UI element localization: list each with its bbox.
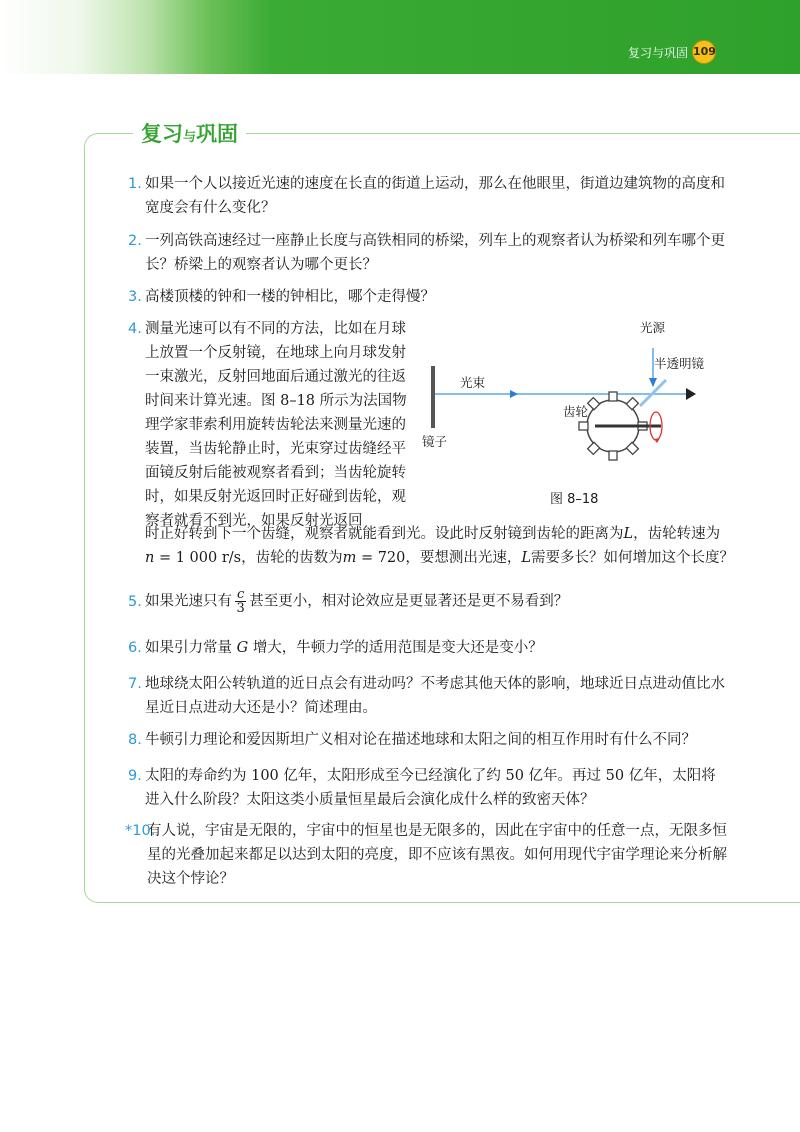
question-number: *10. [125, 823, 156, 839]
fraction: $\frac{c}{3}$ [236, 587, 245, 616]
gear [579, 392, 661, 460]
question-6: 6. 如果引力常量 G 增大，牛顿力学的适用范围是变大还是变小？ [128, 636, 728, 660]
question-text: 一列高铁高速经过一座静止长度与高铁相同的桥梁，列车上的观察者认为桥梁和列车哪个更长？桥梁上的观察者认为哪个更长？ [145, 233, 725, 273]
page-number-badge: 109 [692, 40, 716, 64]
question-number: 3. [128, 289, 142, 305]
source-arrow-icon [649, 378, 657, 387]
question-9 [128, 764, 728, 812]
question-text: 如果一个人以接近光速的速度在长直的街道上运动，那么在他眼里，街道边建筑物的高度和宽度会有什么变化？ [145, 176, 725, 216]
label-beam: 光束 [460, 375, 486, 390]
question-number: 9. [128, 768, 142, 784]
question-1 [128, 172, 728, 220]
question-4 [128, 317, 418, 533]
question-number: 1. [128, 176, 142, 192]
question-text: 测量光速可以有不同的方法，比如在月球上放置一个反射镜，在地球上向月球发射一束激光，反射回地面后通过激光的往返时间来计算光速。图 8–18 所示为法国物理学家菲索利用旋转齿轮法来测量光速的装置，当齿轮静止时，光束穿过齿缝经平面镜反射后能被观察者看到；当齿轮旋转时，如果反射光返回时正好碰到齿轮，观察者就看不到光，如果反射光返回 [145, 321, 407, 529]
question-3 [128, 285, 728, 309]
question-5: 5. 如果光速只有 $\frac{c}{3}$ 甚至更小，相对论效应是更显著还是更不易看到？ [128, 587, 569, 616]
question-7 [128, 672, 728, 720]
label-mirror: 镜子 [422, 434, 448, 449]
question-text: 有人说，宇宙是无限的，宇宙中的恒星也是无限多的，因此在宇宙中的任意一点，无限多恒星的光叠加起来都足以达到太阳的亮度，即不应该有黑夜。如何用现代宇宙学理论来分析解决这个悖论？ [147, 823, 727, 887]
question-10 [125, 819, 728, 891]
question-4-continued: 时正好转到下一个齿缝，观察者就能看到光。设此时反射镜到齿轮的距离为L，齿轮转速为 n = 1 000 r/s，齿轮的齿数为m = 720，要想测出光速，L需要多长？如何增加这个长度？ [145, 526, 735, 566]
question-text: 太阳的寿命约为 100 亿年，太阳形成至今已经演化了约 50 亿年。再过 50 亿年，太阳将进入什么阶段？太阳这类小质量恒星最后会演化成什么样的致密天体？ [145, 768, 716, 808]
question-number: 4. [128, 321, 142, 337]
figure-caption: 图 8–18 [550, 492, 599, 507]
chapter-title: 复习与巩固 [627, 46, 688, 60]
question-8 [128, 728, 728, 752]
question-text: 牛顿引力理论和爱因斯坦广义相对论在描述地球和太阳之间的相互作用时有什么不同？ [145, 732, 696, 748]
section-title: 复习与巩固 [133, 118, 246, 148]
question-text: 地球绕太阳公转轨道的近日点会有进动吗？不考虑其他天体的影响，地球近日点进动值比水星近日点进动大还是小？简述理由。 [145, 676, 725, 716]
question-number: 7. [128, 676, 142, 692]
figure-8-18 [418, 318, 718, 513]
label-gear: 齿轮 [563, 404, 589, 419]
label-half-mirror: 半透明镜 [654, 356, 705, 371]
question-number: 5. [128, 594, 142, 610]
header-banner [0, 0, 800, 74]
question-text: 高楼顶楼的钟和一楼的钟相比，哪个走得慢？ [145, 289, 435, 305]
question-2 [128, 229, 728, 277]
beam-arrow-icon [510, 390, 518, 398]
question-number: 6. [128, 640, 142, 656]
question-number: 8. [128, 732, 142, 748]
eye-icon [686, 388, 696, 400]
label-light-source: 光源 [640, 320, 666, 335]
question-number: 2. [128, 233, 142, 249]
